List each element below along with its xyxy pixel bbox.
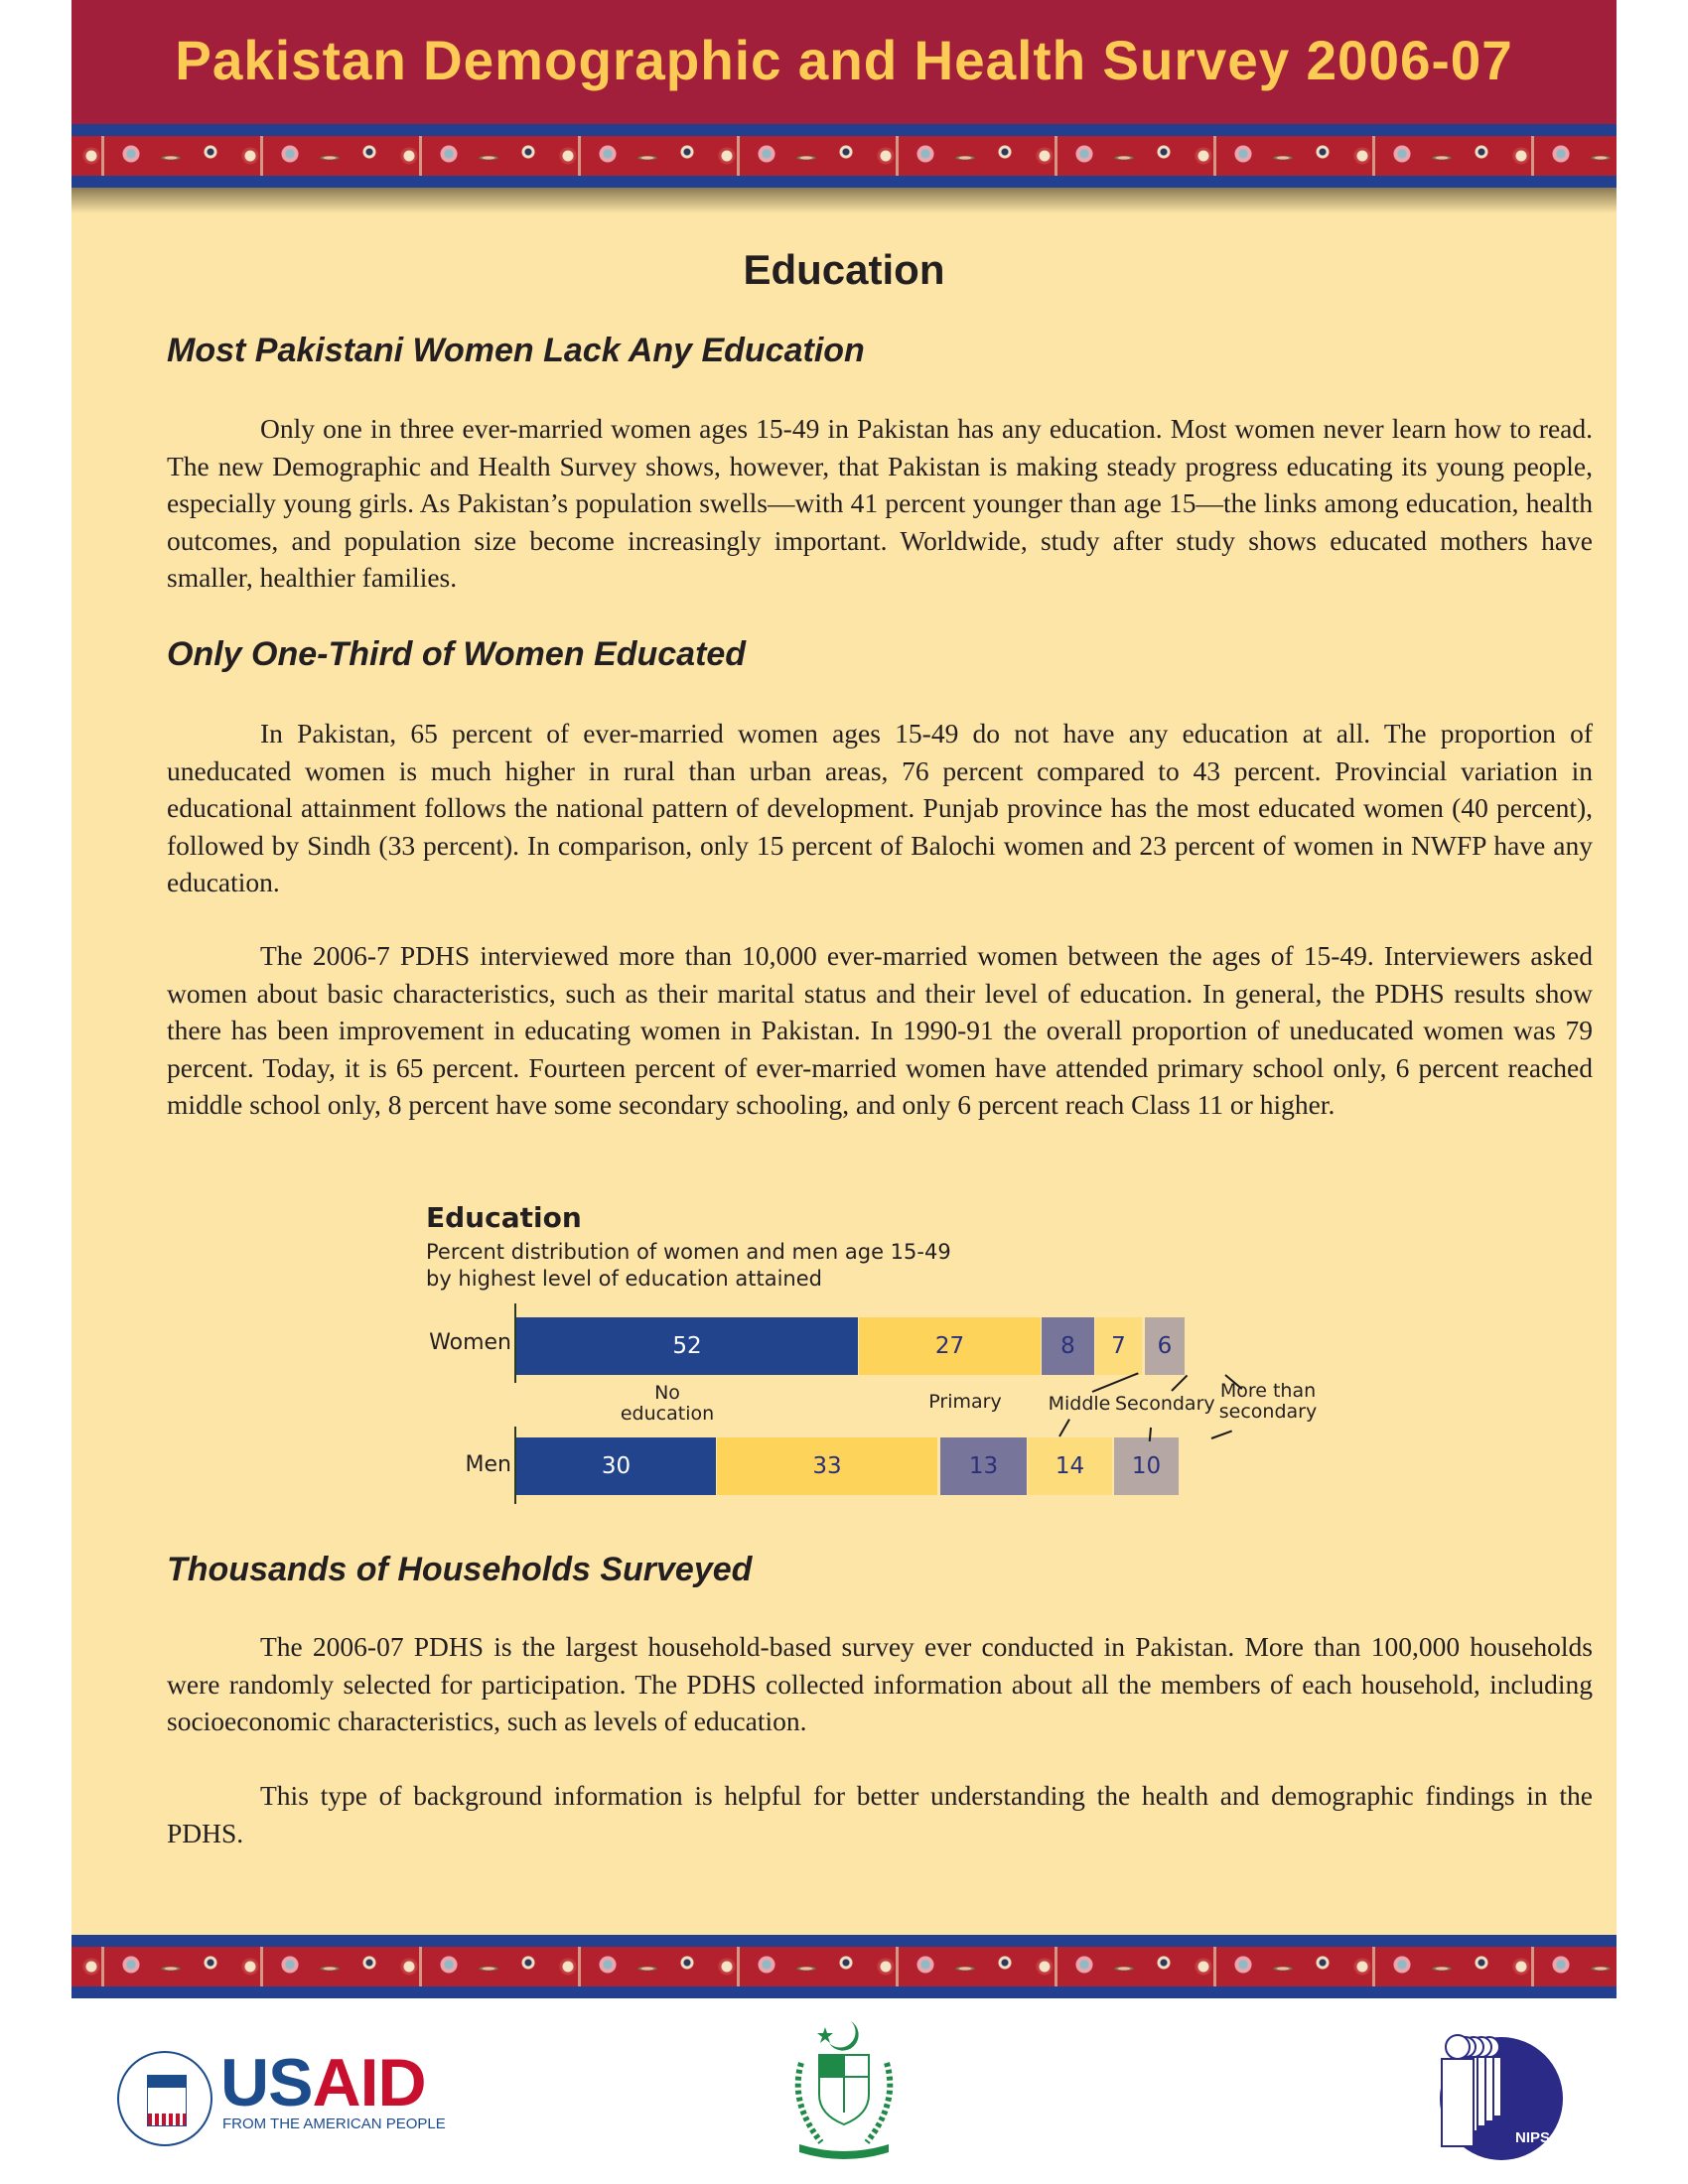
bar-women-no-education: 52	[516, 1317, 858, 1375]
page-title: Education	[743, 246, 945, 293]
masthead-title: Pakistan Demographic and Health Survey 2006-07	[175, 29, 1513, 91]
leader-middle-women	[1092, 1372, 1139, 1393]
leader-middle-men	[1058, 1419, 1070, 1436]
chart-title: Education	[426, 1201, 582, 1234]
label-more-than-secondary: More than secondary	[1218, 1380, 1318, 1423]
label-no-education: No education	[620, 1382, 715, 1425]
heading-most-women-lack-education: Most Pakistani Women Lack Any Education	[167, 332, 865, 369]
bar-men-middle: 13	[940, 1437, 1027, 1495]
paragraph: Only one in three ever-married women ages 15-49 in Pakistan has any education. Most women never learn how to read. The new Demographic and Health Survey shows, however, that Pakistan is making steady progress educating its young people, especially young girls. As Pakistan’s population swells—with 41 percent younger than age 15—the links among education, health outcomes, and population size become increasingly important. Worldwide, study after study shows educated mothers have smaller, healthier families.	[167, 413, 1593, 593]
bar-women-middle: 8	[1042, 1317, 1094, 1375]
svg-text:NIPS: NIPS	[1515, 2129, 1551, 2146]
chart-subtitle: Percent distribution of women and men age 15-49 by highest level of education attained	[426, 1240, 951, 1291]
paragraph: This type of background information is helpful for better understanding the health and demographic findings in the PDHS.	[167, 1780, 1593, 1848]
nips-logo-icon	[1430, 2025, 1569, 2164]
carpet-border-top	[71, 124, 1617, 188]
bar-men-primary: 33	[717, 1437, 937, 1495]
usaid-tagline: FROM THE AMERICAN PEOPLE	[222, 2116, 446, 2132]
header-shadow	[71, 188, 1617, 213]
usaid-seal-icon	[117, 2051, 212, 2146]
bar-men-secondary: 14	[1028, 1437, 1112, 1495]
paragraph: In Pakistan, 65 percent of ever-married women ages 15-49 do not have any education at all. The proportion of uneducated women is much higher in rural than urban areas, 76 percent compared to 43 percent. Provincial variation in educational attainment follows the national pattern of development. Punjab province has the most educated women (40 percent), followed by Sindh (33 percent). In comparison, only 15 percent of Balochi women and 23 percent of women in NWFP have any education.	[167, 718, 1593, 897]
masthead	[71, 0, 1617, 124]
carpet-pattern	[71, 136, 1617, 176]
leader-more-men	[1211, 1431, 1232, 1439]
label-primary: Primary	[928, 1391, 1002, 1413]
leader-secondary-women	[1171, 1375, 1188, 1392]
paragraph: The 2006-07 PDHS is the largest household-based survey ever conducted in Pakistan. More than 100,000 households were randomly selected for participation. The PDHS collected information about all the members of each household, including socioeconomic characteristics, such as levels of education.	[167, 1631, 1593, 1736]
paragraph: The 2006-7 PDHS interviewed more than 10,000 ever-married women between the ages of 15-49. Interviewers asked women about basic characteristics, such as their marital status and their level of education. In general, the PDHS results show there has been improvement in educating women in Pakistan. In 1990-91 the overall proportion of uneducated women was 79 percent. Today, it is 65 percent. Fourteen percent of ever-married women have attended primary school only, 6 percent reached middle school only, 8 percent have some secondary schooling, and only 6 percent reach Class 11 or higher.	[167, 940, 1593, 1120]
heading-one-third-educated: Only One-Third of Women Educated	[167, 635, 747, 673]
heading-households-surveyed: Thousands of Households Surveyed	[167, 1551, 753, 1588]
bar-men-no-education: 30	[516, 1437, 716, 1495]
usaid-logo: USAID	[220, 2045, 426, 2120]
bar-women-secondary: 7	[1095, 1317, 1142, 1375]
row-label-women: Women	[429, 1330, 511, 1355]
label-middle: Middle	[1048, 1393, 1111, 1415]
label-secondary: Secondary	[1115, 1393, 1215, 1415]
bar-women-more-than-secondary: 6	[1145, 1317, 1185, 1375]
bar-women-primary: 27	[859, 1317, 1041, 1375]
carpet-pattern	[71, 1947, 1617, 1986]
page	[71, 0, 1617, 1998]
pakistan-emblem-icon	[779, 2013, 909, 2162]
carpet-border-bottom	[71, 1935, 1617, 1998]
row-label-men: Men	[465, 1452, 511, 1477]
bar-men-more-than-secondary: 10	[1114, 1437, 1179, 1495]
